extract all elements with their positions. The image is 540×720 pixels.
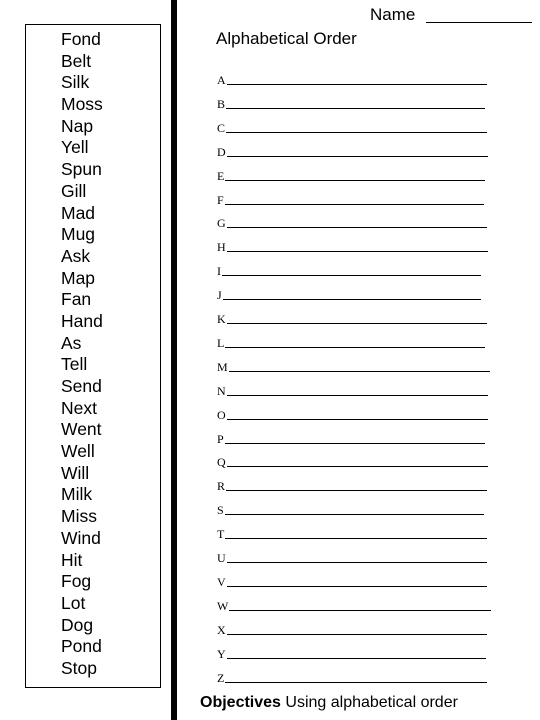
answer-line[interactable] (229, 610, 491, 611)
answer-line[interactable] (227, 227, 487, 228)
answer-row-o (217, 405, 488, 421)
page-title: Alphabetical Order (216, 29, 357, 48)
answer-row-q (217, 452, 488, 468)
word-item: Fog (61, 571, 92, 592)
word-item: Send (61, 376, 102, 396)
answer-row-r (217, 476, 487, 492)
word-item: Went (61, 419, 102, 440)
answer-line[interactable] (227, 419, 488, 420)
answer-row-p (217, 429, 485, 445)
answer-row-i (217, 261, 481, 277)
answer-line[interactable] (225, 204, 484, 205)
answer-row-h (217, 237, 488, 253)
name-label: Name (370, 5, 416, 24)
answer-line[interactable] (225, 682, 487, 683)
answer-row-j (217, 285, 481, 301)
word-item: Well (61, 441, 95, 462)
word-item: Wind (61, 527, 101, 548)
answer-line[interactable] (226, 490, 487, 491)
letter-label: T (217, 527, 225, 542)
letter-label: S (217, 503, 224, 518)
objectives (200, 694, 458, 712)
objectives-text: Using alphabetical order (280, 694, 458, 711)
answer-line[interactable] (227, 562, 487, 563)
word-item: Fond (61, 29, 101, 49)
answer-row-m (217, 357, 490, 373)
answer-row-g (217, 213, 487, 229)
answer-line[interactable] (225, 538, 487, 539)
letter-label: J (217, 288, 222, 303)
word-item: Gill (61, 180, 87, 201)
letter-label: O (217, 407, 226, 422)
letter-label: W (217, 598, 229, 613)
answer-row-k (217, 309, 487, 325)
answer-line[interactable] (225, 347, 485, 348)
word-item: As (61, 332, 82, 353)
letter-label: H (217, 240, 226, 255)
answer-row-u (217, 548, 487, 564)
answer-line[interactable] (226, 108, 485, 109)
letter-label: F (217, 192, 224, 207)
answer-row-x (217, 620, 487, 636)
word-item: Yell (61, 137, 89, 158)
answer-line[interactable] (225, 514, 484, 515)
answer-row-z (217, 668, 487, 684)
answer-line[interactable] (225, 180, 485, 181)
answer-row-y (217, 644, 486, 660)
word-item: Ask (61, 245, 91, 266)
letter-label: E (217, 168, 225, 183)
answer-line[interactable] (227, 466, 488, 467)
answer-line[interactable] (227, 658, 486, 659)
answer-row-n (217, 381, 488, 397)
letter-label: D (217, 144, 226, 159)
answer-line[interactable] (227, 84, 487, 85)
word-item: Stop (61, 657, 97, 678)
answer-row-s (217, 500, 484, 516)
letter-label: A (217, 73, 226, 87)
word-item: Map (61, 267, 96, 288)
objectives-label: Objectives (200, 694, 281, 711)
letter-label: Z (217, 670, 225, 685)
answer-line[interactable] (227, 323, 487, 324)
letter-label: V (217, 574, 226, 589)
answer-line[interactable] (227, 251, 488, 252)
word-item: Spun (61, 159, 102, 180)
answer-line[interactable] (227, 586, 487, 587)
word-item: Tell (61, 354, 88, 375)
answer-line[interactable] (225, 443, 485, 444)
word-item: Lot (61, 592, 86, 613)
answer-row-f (217, 190, 484, 206)
letter-label: L (217, 335, 225, 350)
word-item: Moss (61, 94, 103, 115)
word-item: Hit (61, 549, 83, 570)
answer-line[interactable] (223, 299, 481, 300)
answer-row-t (217, 524, 487, 540)
answer-line[interactable] (227, 395, 488, 396)
answer-row-l (217, 333, 485, 349)
word-item: Hand (61, 310, 103, 331)
answer-line[interactable] (227, 156, 488, 157)
answer-row-v (217, 572, 487, 588)
letter-label: B (217, 96, 226, 111)
word-item: Belt (61, 50, 92, 71)
letter-label: K (217, 312, 226, 326)
answer-row-e (217, 166, 485, 182)
word-item: Pond (61, 636, 102, 657)
letter-label: R (217, 479, 226, 494)
letter-label: U (217, 551, 226, 565)
word-item: Next (61, 397, 97, 418)
word-item: Milk (61, 484, 93, 505)
answer-row-a (217, 70, 487, 86)
letter-label: C (217, 120, 226, 135)
answer-row-b (217, 94, 485, 110)
letter-label: M (217, 359, 228, 374)
letter-label: Y (217, 646, 226, 661)
answer-line[interactable] (227, 634, 487, 635)
answer-row-c (217, 118, 487, 134)
letter-label: G (217, 216, 226, 231)
answer-row-w (217, 596, 491, 612)
letter-label: P (217, 431, 224, 446)
word-item: Dog (61, 614, 94, 635)
letter-label: N (217, 383, 226, 398)
letter-label: X (217, 622, 226, 637)
word-item: Mug (61, 224, 96, 245)
word-item: Silk (61, 72, 90, 93)
answer-line[interactable] (222, 275, 481, 276)
answer-row-d (217, 142, 488, 158)
answer-line[interactable] (229, 371, 490, 372)
letter-label: Q (217, 455, 226, 470)
word-item: Nap (61, 115, 94, 136)
answer-line[interactable] (226, 132, 487, 133)
word-item: Mad (61, 202, 96, 223)
letter-label: I (217, 264, 221, 279)
word-item: Will (61, 462, 90, 483)
word-item: Miss (61, 506, 97, 527)
word-item: Fan (61, 289, 92, 310)
